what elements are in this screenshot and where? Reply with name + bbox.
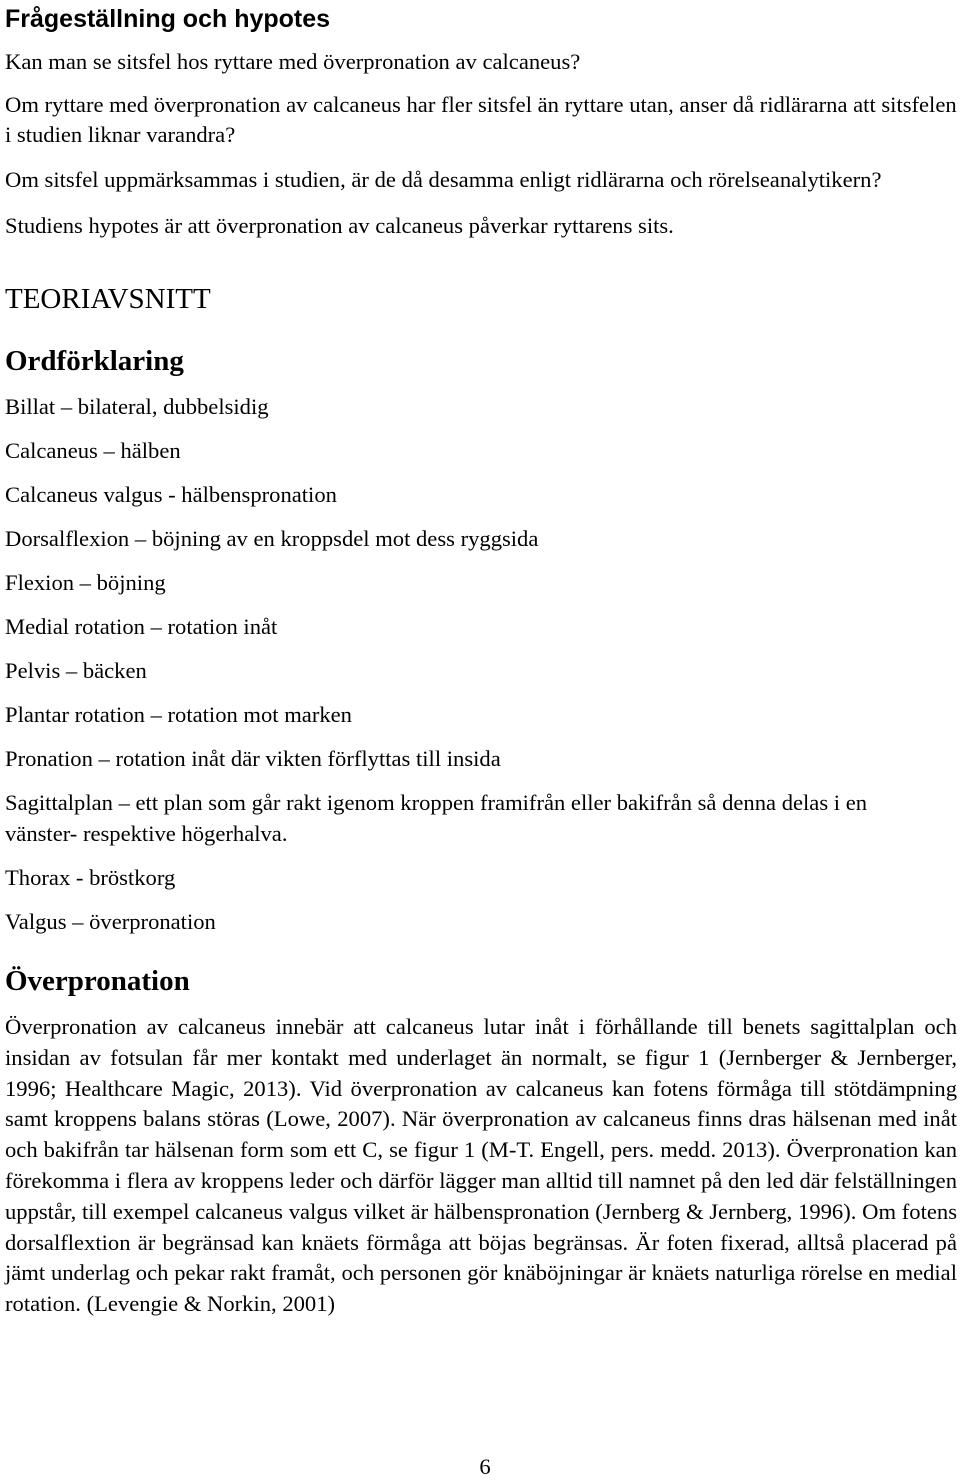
glossary-item: Sagittalplan – ett plan som går rakt igenom kroppen framifrån eller bakifrån så denna delas i en vänster- respektive högerhalva.	[5, 790, 868, 846]
glossary-item: Calcaneus valgus - hälbenspronation	[5, 482, 337, 507]
glossary-item: Calcaneus – hälben	[5, 438, 181, 463]
glossary-item: Billat – bilateral, dubbelsidig	[5, 394, 269, 419]
glossary-item: Pelvis – bäcken	[5, 658, 147, 683]
glossary-list	[5, 391, 957, 937]
document-page	[5, 0, 957, 1320]
theory-heading: TEORIAVSNITT	[5, 283, 211, 315]
glossary-item: Flexion – böjning	[5, 570, 166, 595]
question-paragraph: Om sitsfel uppmärksammas i studien, är de då desamma enligt ridlärarna och rörelseanalytikern?	[5, 167, 882, 192]
glossary-item: Plantar rotation – rotation mot marken	[5, 702, 352, 727]
overpronation-body: Överpronation av calcaneus innebär att calcaneus lutar inåt i förhållande till benets sagittalplan och insidan av fotsulan får mer kontakt med underlaget än normalt, se figur 1 (Jernberger & Jernberger, 1996; Healthcare Magic, 2013). Vid överpronation av calcaneus kan fotens förmåga till stötdämpning samt kroppens balans störas (Lowe, 2007). När överpronation av calcaneus finns dras hälsenan med inåt och bakifrån tar hälsenan form som ett C, se figur 1 (M-T. Engell, pers. medd. 2013). Överpronation kan förekomma i flera av kroppens leder och därför lägger man alltid till namnet på den led där felställningen uppstår, till exempel calcaneus valgus vilket är hälbenspronation (Jernberg & Jernberg, 1996). Om fotens dorsalflextion är begränsad kan knäets förmåga att böjas begränsas. Är foten fixerad, alltså placerad på jämt underlag och pekar rakt framåt, och personen gör knäböjningar är knäets naturliga rörelse en medial rotation. (Levengie & Norkin, 2001)	[5, 1014, 957, 1317]
question-paragraph: Om ryttare med överpronation av calcaneus har fler sitsfel än ryttare utan, anser då ridlärarna att sitsfelen i studien liknar varandra?	[5, 92, 957, 147]
glossary-item: Pronation – rotation inåt där vikten förflyttas till insida	[5, 746, 501, 771]
glossary-item: Medial rotation – rotation inåt	[5, 614, 278, 639]
glossary-item: Dorsalflexion – böjning av en kroppsdel mot dess ryggsida	[5, 526, 539, 551]
hypothesis-paragraph: Studiens hypotes är att överpronation av calcaneus påverkar ryttarens sits.	[5, 213, 674, 238]
glossary-heading: Ordförklaring	[5, 345, 184, 377]
overpronation-heading: Överpronation	[5, 965, 190, 997]
glossary-item: Thorax - bröstkorg	[5, 865, 176, 890]
question-paragraph: Kan man se sitsfel hos ryttare med överpronation av calcaneus?	[5, 49, 581, 74]
section-heading-question: Frågeställning och hypotes	[5, 5, 331, 33]
glossary-item: Valgus – överpronation	[5, 909, 216, 934]
page-number: 6	[479, 1454, 491, 1479]
